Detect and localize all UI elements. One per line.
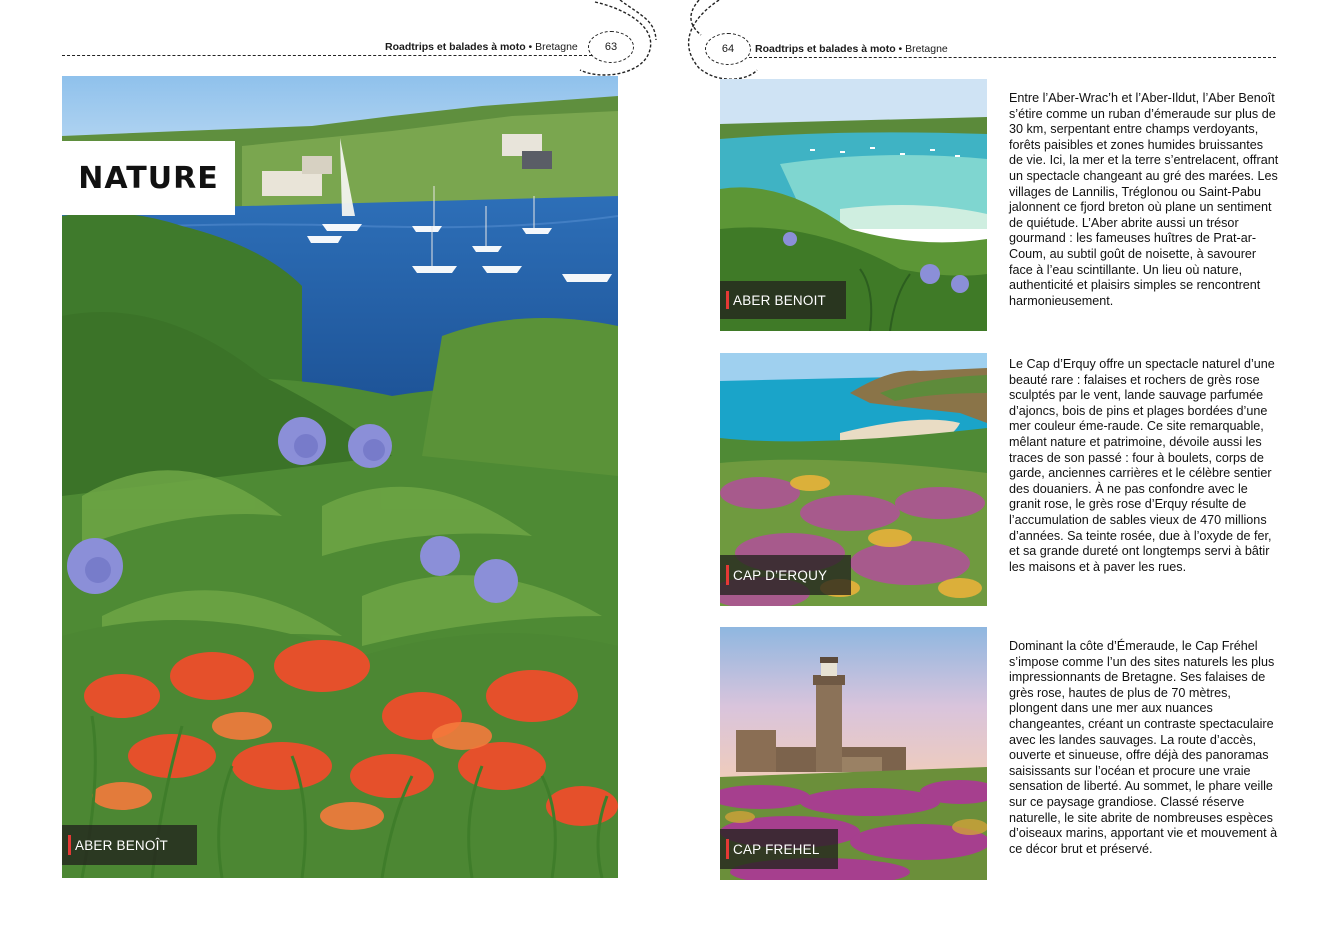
photo-caption: ABER BENOÎT — [62, 825, 197, 865]
running-header: Roadtrips et balades à moto • Bretagne — [385, 41, 578, 53]
book-title: Roadtrips et balades à moto — [385, 41, 526, 53]
decorative-swirl — [560, 0, 659, 80]
header-rule — [749, 57, 1276, 58]
entry-text: Le Cap d’Erquy offre un spectacle naturel d’une beauté rare : falaises et rochers de grès rose sculptés par le vent, lande sauvage parfumée d’ajoncs, bois de pins et plages bordées d’une mer couleur éme-raude. Ce site remarquable, mêlant nature et patrimoine, dévoile aussi les traces de son passé : four à boulets, corps de garde, anciennes carrières et le célèbre sentier des douaniers. À ne pas confondre avec le granit rose, le grès rose d’Erquy résulte de l’accumulation de sables vieux de 470 millions d’années. Sa teinte rosée, due à l’oxyde de fer, et sa grande dureté ont longtemps servi à bâtir les maisons et à paver les rues. — [1009, 357, 1275, 574]
photo-caption: CAP FREHEL — [720, 829, 838, 869]
book-title: Roadtrips et balades à moto — [755, 43, 896, 55]
right-page — [659, 0, 1318, 941]
region-label: Bretagne — [905, 43, 948, 55]
photo-caption: CAP D’ERQUY — [720, 555, 851, 595]
region-label: Bretagne — [535, 41, 578, 53]
entry-text: Dominant la côte d’Émeraude, le Cap Fréhel s’impose comme l’un des sites naturels les plus impressionnants de Bretagne. Ses falaises de grès rose, hautes de plus de 70 mètres, plongent dans une mer aux nuances changeantes, créant un contraste spectaculaire avec les landes sauvages. La route d’accès, ouverte et sinueuse, offre déjà des panoramas saisissants sur l’océan et procure une vraie sensation de liberté. Au sommet, le phare veille sur ce paysage grandiose. Classé réserve naturelle, le site abrite de nombreuses espèces d’oiseaux marins, apportant vie et mouvement à ce décor brut et préservé. — [1009, 639, 1278, 856]
entry-text: Entre l’Aber-Wrac’h et l’Aber-Ildut, l’Aber Benoît s’étire comme un ruban d’émeraude sur plus de 30 km, serpentant entre champs verdoyants, forêts paisibles et zones humides bruissantes de vie. Ici, la mer et la terre s’entrelacent, offrant un spectacle changeant au gré des marées. Les villages de Lannilis, Tréglonou ou Saint-Pabu jalonnent ce fjord breton où plane un sentiment de quiétude. L’Aber abrite aussi un trésor gourmand : les fameuses huîtres de Prat-ar-Coum, au subtil goût de noisette, à savourer face à l’eau scintillante. Un lieu où nature, authenticité et plaisirs simples se rencontrent harmonieusement. — [1009, 91, 1279, 308]
page-number: 63 — [588, 31, 634, 63]
photo-caption: ABER BENOIT — [720, 281, 846, 319]
page-number: 64 — [705, 33, 751, 65]
header-rule — [62, 55, 592, 56]
running-header: Roadtrips et balades à moto • Bretagne — [755, 43, 948, 55]
section-title: NATURE — [62, 141, 235, 215]
